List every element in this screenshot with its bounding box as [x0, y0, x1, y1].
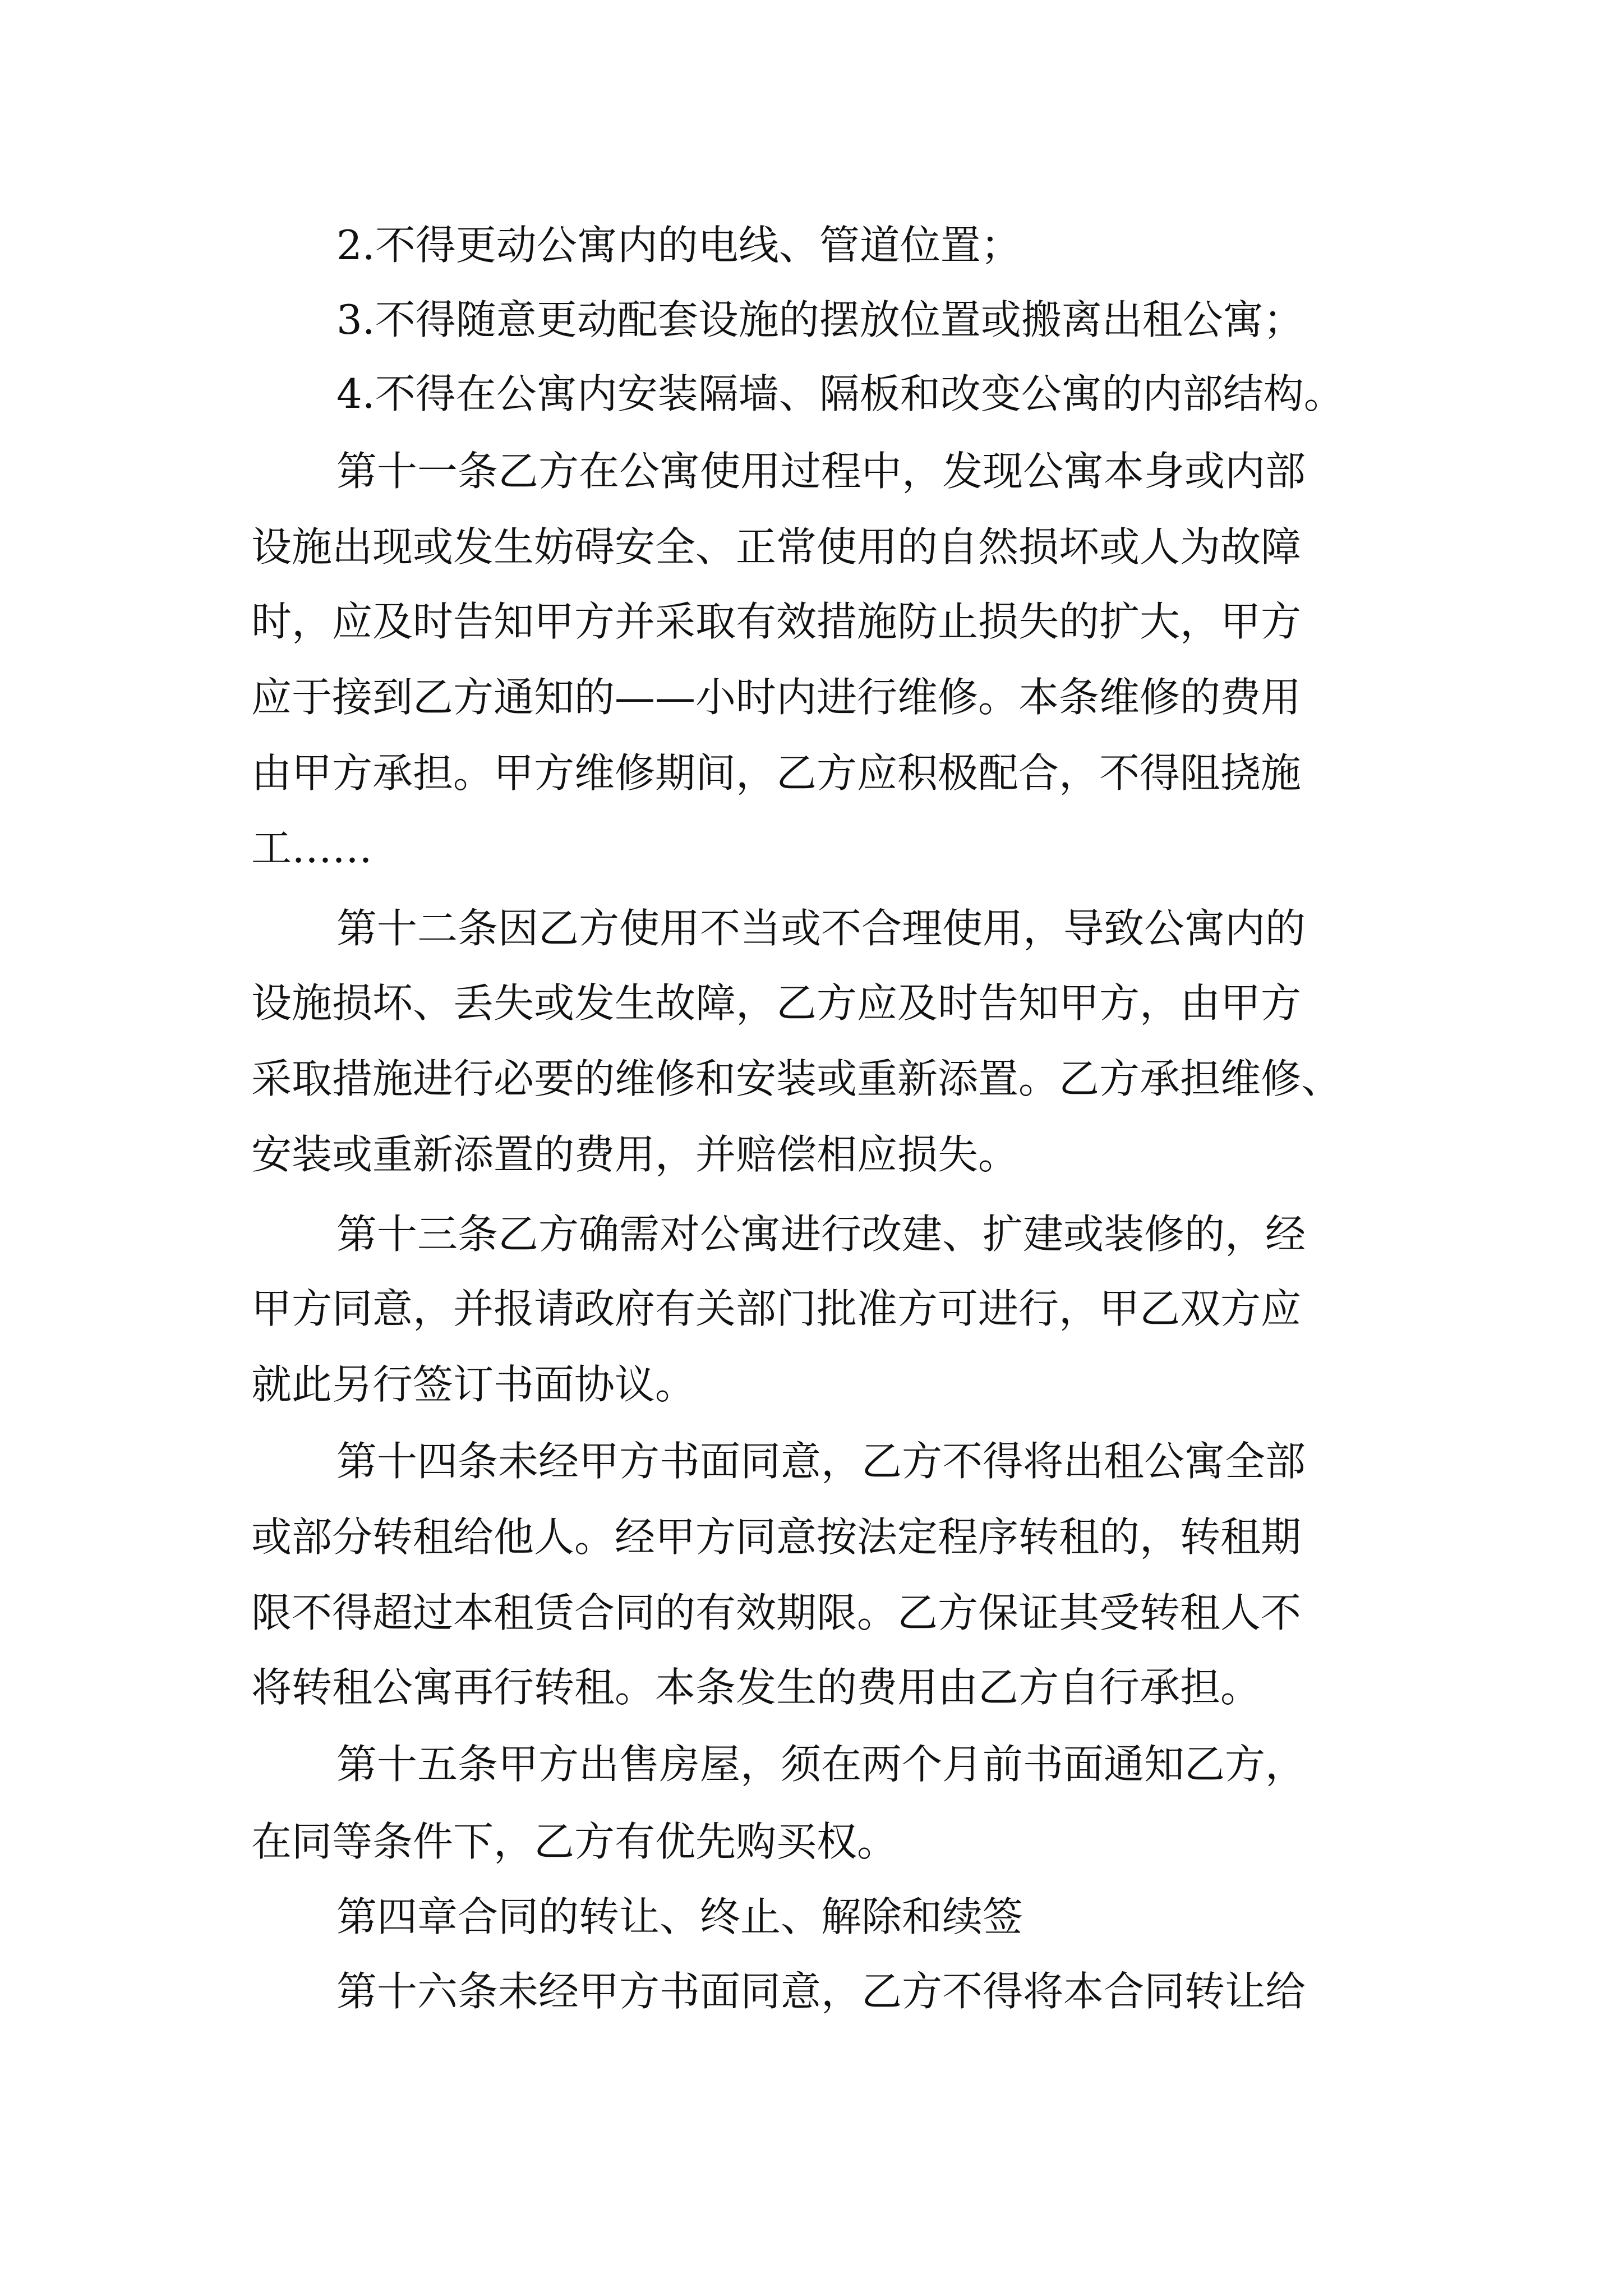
clause-14-line-3: 限不得超过本租赁合同的有效期限。乙方保证其受转租人不	[251, 1589, 1302, 1636]
clause-13-line-1: 第十三条乙方确需对公寓进行改建、扩建或装修的，经	[336, 1211, 1306, 1258]
clause-11-line-4: 应于接到乙方通知的——小时内进行维修。本条维修的费用	[251, 674, 1302, 721]
clause-15-line-2: 在同等条件下，乙方有优先购买权。	[251, 1818, 898, 1865]
clause-11-line-2: 设施出现或发生妨碍安全、正常使用的自然损坏或人为故障	[251, 523, 1302, 570]
clause-10-item-4: 4.不得在公寓内安装隔墙、隔板和改变公寓的内部结构。	[336, 370, 1344, 417]
clause-15-line-1: 第十五条甲方出售房屋，须在两个月前书面通知乙方，	[336, 1741, 1306, 1788]
clause-10-item-3: 3.不得随意更动配套设施的摆放位置或搬离出租公寓；	[336, 296, 1304, 343]
clause-12-line-4: 安装或重新添置的费用，并赔偿相应损失。	[251, 1131, 1019, 1178]
clause-16-line-1: 第十六条未经甲方书面同意，乙方不得将本合同转让给	[336, 1968, 1306, 2015]
clause-11-line-6: 工……	[251, 825, 373, 872]
clause-11-line-1: 第十一条乙方在公寓使用过程中，发现公寓本身或内部	[336, 448, 1306, 495]
clause-12-line-1: 第十二条因乙方使用不当或不合理使用，导致公寓内的	[336, 905, 1306, 952]
clause-14-line-2: 或部分转租给他人。经甲方同意按法定程序转租的，转租期	[251, 1513, 1302, 1561]
clause-10-item-2: 2.不得更动公寓内的电线、管道位置；	[336, 222, 1021, 269]
clause-13-line-3: 就此另行签订书面协议。	[251, 1361, 696, 1408]
clause-12-line-3: 采取措施进行必要的维修和安装或重新添置。乙方承担维修、	[251, 1055, 1342, 1102]
clause-14-line-1: 第十四条未经甲方书面同意，乙方不得将出租公寓全部	[336, 1438, 1306, 1485]
clause-12-line-2: 设施损坏、丢失或发生故障，乙方应及时告知甲方，由甲方	[251, 979, 1302, 1027]
clause-11-line-3: 时，应及时告知甲方并采取有效措施防止损失的扩大，甲方	[251, 598, 1302, 645]
clause-14-line-4: 将转租公寓再行转租。本条发生的费用由乙方自行承担。	[251, 1664, 1261, 1711]
chapter-4-heading: 第四章合同的转让、终止、解除和续签	[336, 1893, 1023, 1940]
clause-11-line-5: 由甲方承担。甲方维修期间，乙方应积极配合，不得阻挠施	[251, 749, 1302, 797]
clause-13-line-2: 甲方同意，并报请政府有关部门批准方可进行，甲乙双方应	[251, 1285, 1302, 1332]
